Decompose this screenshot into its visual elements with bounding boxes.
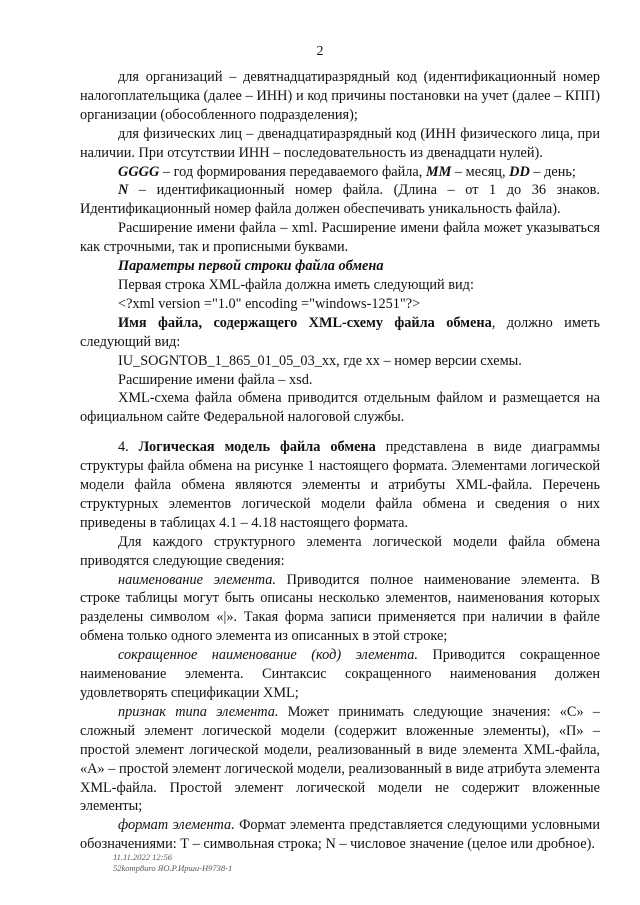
page-number: 2 xyxy=(316,44,324,59)
paragraph-for-each: Для каждого структурного элемента логической модели файла обмена приводятся следующие сведения: xyxy=(80,533,600,569)
date-text-2: – месяц, xyxy=(451,163,510,180)
paragraph-date-format xyxy=(80,163,600,182)
section-4-number: 4. xyxy=(118,439,139,456)
short-name-label: сокращенное наименование (код) элемента. xyxy=(118,647,418,664)
document-body xyxy=(80,68,600,854)
heading-first-line-params: Параметры первой строки файла обмена xyxy=(118,258,384,275)
paragraph-schema-name xyxy=(80,314,600,352)
element-type-text: Может принимать следующие значения: «С» – сложный элемент логической модели (содержит вложенные элементы), «П» – простой элемент логической модели, реализованный в виде элемента XML-файла, «А» – простой элемент логической модели, реализованный в виде атрибута элемента XML-файла. Простой элемент логической модели не содержит вложенные элементы; xyxy=(80,703,600,815)
schema-name-bold: Имя файла, содержащего XML-схему файла обмена xyxy=(118,314,492,331)
section-4-rest: представлена в виде диаграммы структуры файла обмена на рисунке 1 настоящего формата. Элементами логической модели файла обмена являются элементы и атрибуты XML-файла. Перечень структурных элементов логической модели файла обмена и сведения о них приведены в таблицах 4.1 – 4.18 настоящего формата. xyxy=(80,439,601,531)
date-text-3: – день; xyxy=(529,163,576,180)
paragraph-person-code: для физических лиц – двенадцатиразрядный код (ИНН физического лица, при наличии. При отсутствии ИНН – последовательность из двенадцати нулей). xyxy=(80,125,600,161)
paragraph-first-line: Первая строка XML-файла должна иметь следующий вид: xyxy=(118,276,474,293)
short-name-text: Приводится сокращенное наименование элемента. Синтаксис сокращенного наименования должен удовлетворять спецификации XML; xyxy=(80,647,600,701)
footer-doc-code: 52komp8uro ЯО.Р.Ирши-Н9738-1 xyxy=(113,863,233,873)
date-year-token: GGGG xyxy=(118,163,160,180)
date-text-1: – год формирования передаваемого файла, xyxy=(159,163,426,180)
paragraph-short-name xyxy=(80,646,600,703)
footer-stamp xyxy=(113,852,232,874)
n-text: – идентификационный номер файла. (Длина – от 1 до 36 знаков. Идентификационный номер файла должен обеспечивать уникальность файла). xyxy=(80,182,600,218)
paragraph-org-code: для организаций – девятнадцатиразрядный код (идентификационный номер налогоплательщика (далее – ИНН) и код причины постановки на учет (далее – КПП) организации (обособленного подразделения); xyxy=(80,69,600,123)
paragraph-element-name xyxy=(80,571,600,647)
footer-timestamp: 11.11.2022 12:56 xyxy=(113,852,172,862)
paragraph-element-format xyxy=(80,816,600,854)
paragraph-schema-published: XML-схема файла обмена приводится отдельным файлом и размещается на официальном сайте Федеральной налоговой службы. xyxy=(80,390,600,426)
schema-name-rest: , должно иметь следующий вид: xyxy=(80,314,600,350)
element-name-text: Приводится полное наименование элемента. В строке таблицы могут быть описаны несколько элементов, наименования которых разделены символом «|». Такая форма записи применяется при наличии в файле обмена только одного элемента из описанных в этой строке; xyxy=(80,571,600,645)
element-format-text: Формат элемента представляется следующими условными обозначениями: Т – символьная строка; N – числовое значение (целое или дробное). xyxy=(80,817,600,853)
element-type-label: признак типа элемента. xyxy=(118,703,279,720)
section-4-bold: Логическая модель файла обмена xyxy=(138,439,376,456)
date-day-token: DD xyxy=(509,163,530,180)
schema-file-name: IU_SOGNTOB_1_865_01_05_03_xx, где хх – номер версии схемы. xyxy=(118,352,522,369)
element-format-label: формат элемента. xyxy=(118,817,235,834)
paragraph-extension: Расширение имени файла – xml. Расширение имени файла может указываться как строчными, так и прописными буквами. xyxy=(80,220,600,256)
xsd-extension: Расширение имени файла – xsd. xyxy=(118,371,313,388)
date-month-token: MM xyxy=(425,163,452,180)
paragraph-section-4 xyxy=(80,438,600,533)
n-token: N xyxy=(118,182,129,199)
paragraph-file-id xyxy=(80,181,600,219)
element-name-label: наименование элемента. xyxy=(118,571,276,588)
xml-declaration: <?xml version ="1.0" encoding ="windows-1251"?> xyxy=(118,295,421,312)
paragraph-element-type xyxy=(80,703,600,816)
